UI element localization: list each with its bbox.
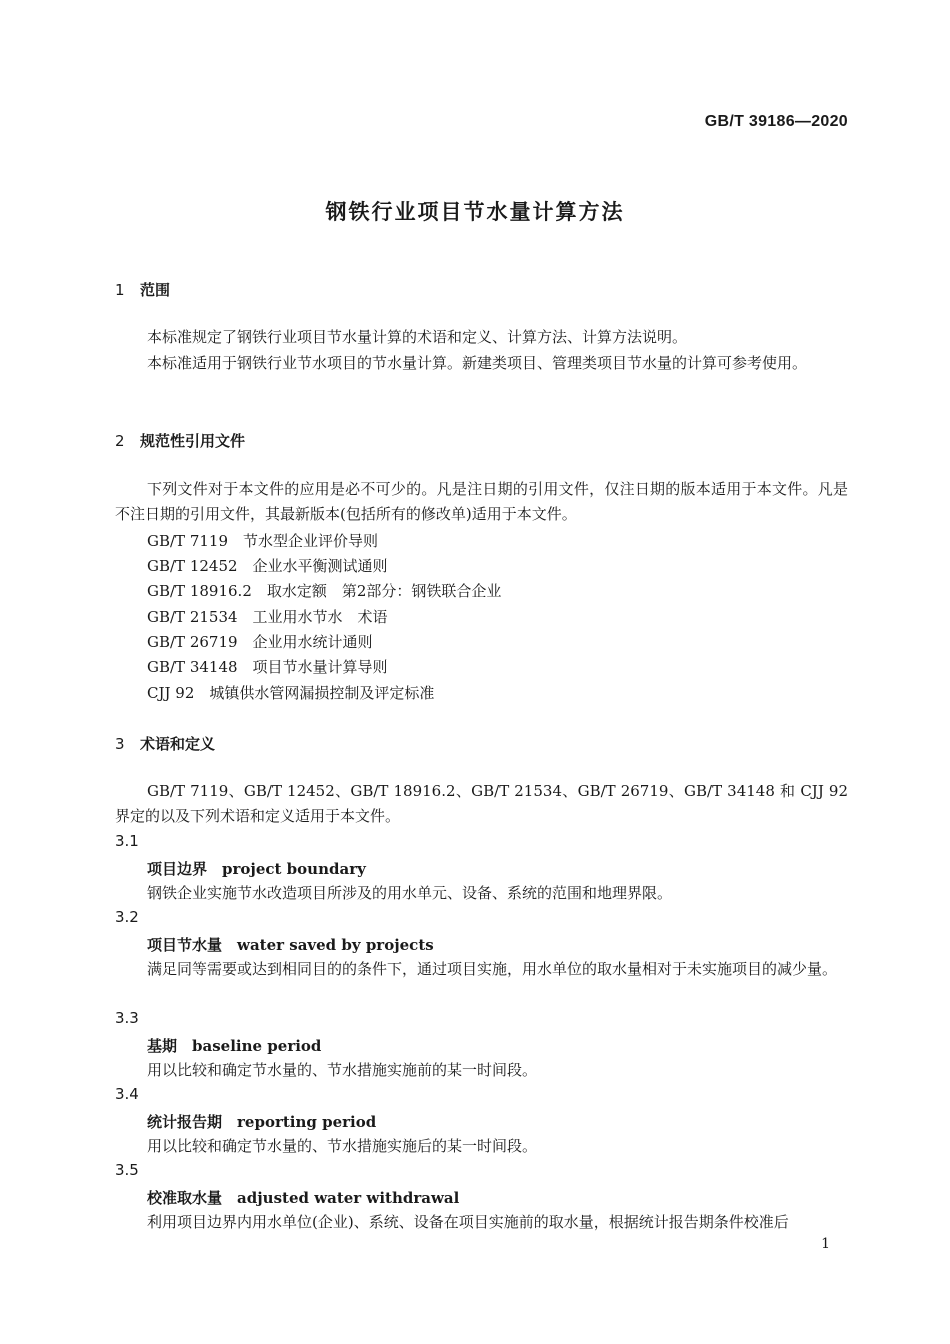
term-cn: 校准取水量 <box>147 1189 223 1207</box>
term-heading <box>147 1035 321 1056</box>
paragraph: GB/T 7119、GB/T 12452、GB/T 18916.2、GB/T 21534、GB/T 26719、GB/T 34148 和 CJJ 92 界定的以及下列术语和定义适用于本文件。 <box>115 782 848 825</box>
reference-item: GB/T 26719 企业用水统计通则 <box>147 633 373 651</box>
term-definition: 利用项目边界内用水单位(企业)、系统、设备在项目实施前的取水量，根据统计报告期条件校准后 <box>147 1213 789 1231</box>
term-cn: 项目节水量 <box>147 936 223 954</box>
section-title: 范围 <box>140 281 171 299</box>
section-2-heading <box>115 430 245 451</box>
document-title: 钢铁行业项目节水量计算方法 <box>325 200 625 224</box>
clause-number: 3.1 <box>115 832 139 850</box>
term-en: reporting period <box>237 1113 377 1131</box>
reference-item: GB/T 7119 节水型企业评价导则 <box>147 532 379 550</box>
section-title: 规范性引用文件 <box>140 432 246 450</box>
reference-item: GB/T 34148 项目节水量计算导则 <box>147 658 388 676</box>
section-number: 3 <box>115 735 125 753</box>
term-en: project boundary <box>222 860 366 878</box>
term-heading <box>147 1187 459 1208</box>
section-number: 2 <box>115 432 125 450</box>
section-number: 1 <box>115 281 125 299</box>
paragraph: 本标准适用于钢铁行业节水项目的节水量计算。新建类项目、管理类项目节水量的计算可参考使用。 <box>147 354 808 372</box>
reference-item: GB/T 21534 工业用水节水 术语 <box>147 608 388 626</box>
standard-code: GB/T 39186—2020 <box>704 113 848 130</box>
clause-number: 3.4 <box>115 1085 139 1103</box>
reference-item: CJJ 92 城镇供水管网漏损控制及评定标准 <box>147 684 435 702</box>
term-cn: 项目边界 <box>147 860 208 878</box>
paragraph: 下列文件对于本文件的应用是必不可少的。凡是注日期的引用文件，仅注日期的版本适用于本文件。凡是不注日期的引用文件，其最新版本(包括所有的修改单)适用于本文件。 <box>115 480 848 523</box>
clause-number: 3.5 <box>115 1161 139 1179</box>
page-number: 1 <box>821 1236 830 1252</box>
term-heading <box>147 934 434 955</box>
term-heading <box>147 858 366 879</box>
term-en: baseline period <box>192 1037 322 1055</box>
section-title: 术语和定义 <box>140 735 216 753</box>
term-heading <box>147 1111 376 1132</box>
term-definition: 满足同等需要或达到相同目的的条件下，通过项目实施，用水单位的取水量相对于未实施项目的减少量。 <box>147 960 838 978</box>
clause-number: 3.2 <box>115 908 139 926</box>
section-3-heading <box>115 733 215 754</box>
section-1-heading <box>115 279 170 300</box>
term-en: adjusted water withdrawal <box>237 1189 460 1207</box>
term-definition: 用以比较和确定节水量的、节水措施实施后的某一时间段。 <box>147 1137 538 1155</box>
paragraph: 本标准规定了钢铁行业项目节水量计算的术语和定义、计算方法、计算方法说明。 <box>147 328 688 346</box>
term-cn: 基期 <box>147 1037 178 1055</box>
clause-number: 3.3 <box>115 1009 139 1027</box>
reference-item: GB/T 12452 企业水平衡测试通则 <box>147 557 388 575</box>
term-cn: 统计报告期 <box>147 1113 223 1131</box>
term-definition: 钢铁企业实施节水改造项目所涉及的用水单元、设备、系统的范围和地理界限。 <box>147 884 673 902</box>
term-definition: 用以比较和确定节水量的、节水措施实施前的某一时间段。 <box>147 1061 538 1079</box>
term-en: water saved by projects <box>237 936 434 954</box>
reference-item: GB/T 18916.2 取水定额 第2部分：钢铁联合企业 <box>147 582 502 600</box>
